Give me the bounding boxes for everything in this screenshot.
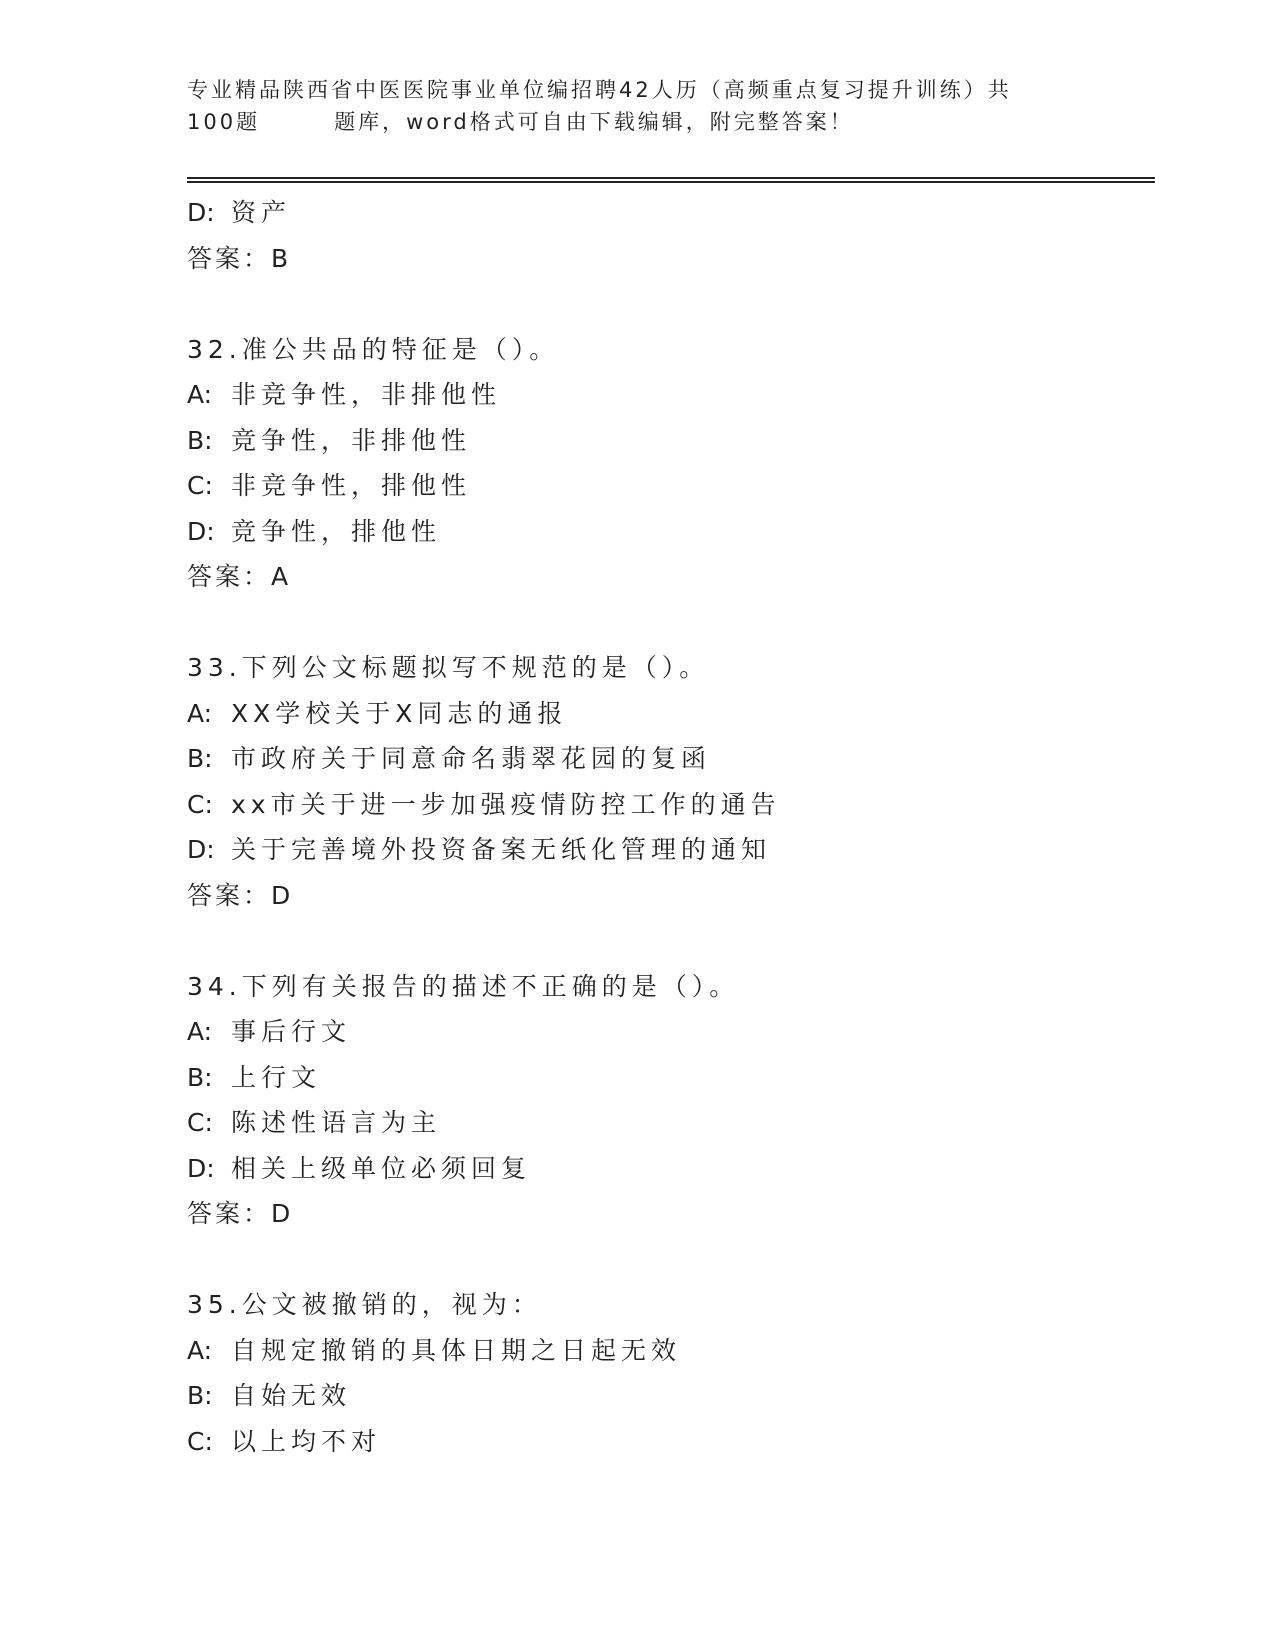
option-text: 资产 <box>231 198 292 227</box>
option-prefix: B: <box>187 744 213 773</box>
option-c <box>187 1100 1147 1146</box>
question-text: 34.下列有关报告的描述不正确的是（）。 <box>187 971 740 1001</box>
option-prefix: A: <box>187 380 213 409</box>
option-prefix: D: <box>187 516 215 546</box>
option-text: 非竞争性，非排他性 <box>231 380 502 409</box>
option-a <box>187 691 1147 737</box>
answer-line: 答案：D <box>187 880 294 910</box>
answer-line: 答案：B <box>187 243 292 273</box>
option-prefix: C: <box>187 1108 213 1137</box>
option-b <box>187 1055 1147 1101</box>
question-block-34 <box>187 964 1147 1237</box>
option-d <box>187 190 1147 236</box>
answer-line: 答案：D <box>187 1199 294 1228</box>
option-d <box>187 1146 1147 1192</box>
option-prefix: D: <box>187 1153 215 1183</box>
question-block-33 <box>187 645 1147 918</box>
question-list <box>187 190 1147 1464</box>
header-title-line-2 <box>187 106 1067 138</box>
option-text: 竞争性，非排他性 <box>231 425 472 455</box>
option-prefix: C: <box>187 471 213 500</box>
block-spacer <box>187 1237 1147 1283</box>
option-a <box>187 372 1147 418</box>
option-c <box>187 1419 1147 1465</box>
question-text: 35.公文被撤销的，视为： <box>187 1290 542 1319</box>
header-count: 100题 <box>187 110 261 134</box>
option-text: XX学校关于X同志的通报 <box>231 698 568 728</box>
question-block-35 <box>187 1282 1147 1464</box>
option-prefix: A: <box>187 1017 213 1046</box>
option-text: 自规定撤销的具体日期之日起无效 <box>231 1335 682 1365</box>
option-b <box>187 736 1147 782</box>
option-prefix: C: <box>187 1426 213 1456</box>
option-c <box>187 463 1147 509</box>
question-block-31 <box>187 190 1147 281</box>
question-block-32 <box>187 327 1147 600</box>
option-text: 事后行文 <box>231 1017 352 1046</box>
option-text: 非竞争性，排他性 <box>231 471 472 500</box>
option-d <box>187 509 1147 555</box>
option-b <box>187 418 1147 464</box>
option-text: 上行文 <box>231 1062 322 1092</box>
header-description: 题库，word格式可自由下载编辑，附完整答案！ <box>334 110 854 134</box>
document-header <box>187 74 1067 138</box>
option-prefix: D: <box>187 198 215 227</box>
answer-line: 答案：A <box>187 562 292 591</box>
option-prefix: D: <box>187 835 215 864</box>
block-spacer <box>187 600 1147 646</box>
option-text: 竞争性，排他性 <box>231 516 442 546</box>
option-text: 自始无效 <box>231 1381 352 1410</box>
option-prefix: A: <box>187 1335 213 1365</box>
option-prefix: C: <box>187 789 213 819</box>
block-spacer <box>187 281 1147 327</box>
header-divider-bottom <box>187 181 1155 183</box>
option-prefix: B: <box>187 425 213 455</box>
option-a <box>187 1328 1147 1374</box>
option-text: 以上均不对 <box>231 1426 382 1456</box>
option-prefix: A: <box>187 698 213 728</box>
header-title-line-1: 专业精品陕西省中医医院事业单位编招聘42人历（高频重点复习提升训练）共 <box>187 78 1012 102</box>
option-b <box>187 1373 1147 1419</box>
option-prefix: B: <box>187 1062 213 1092</box>
option-c <box>187 782 1147 828</box>
option-text: xx市关于进一步加强疫情防控工作的通告 <box>231 789 781 819</box>
question-text: 33.下列公文标题拟写不规范的是（）。 <box>187 653 710 682</box>
option-d <box>187 827 1147 873</box>
block-spacer <box>187 918 1147 964</box>
option-prefix: B: <box>187 1381 213 1410</box>
option-text: 陈述性语言为主 <box>231 1108 442 1137</box>
option-a <box>187 1009 1147 1055</box>
option-text: 相关上级单位必须回复 <box>231 1153 532 1183</box>
header-divider-top <box>187 177 1155 179</box>
question-text: 32.准公共品的特征是（）。 <box>187 334 560 364</box>
option-text: 市政府关于同意命名翡翠花园的复函 <box>231 744 712 773</box>
option-text: 关于完善境外投资备案无纸化管理的通知 <box>231 835 772 864</box>
